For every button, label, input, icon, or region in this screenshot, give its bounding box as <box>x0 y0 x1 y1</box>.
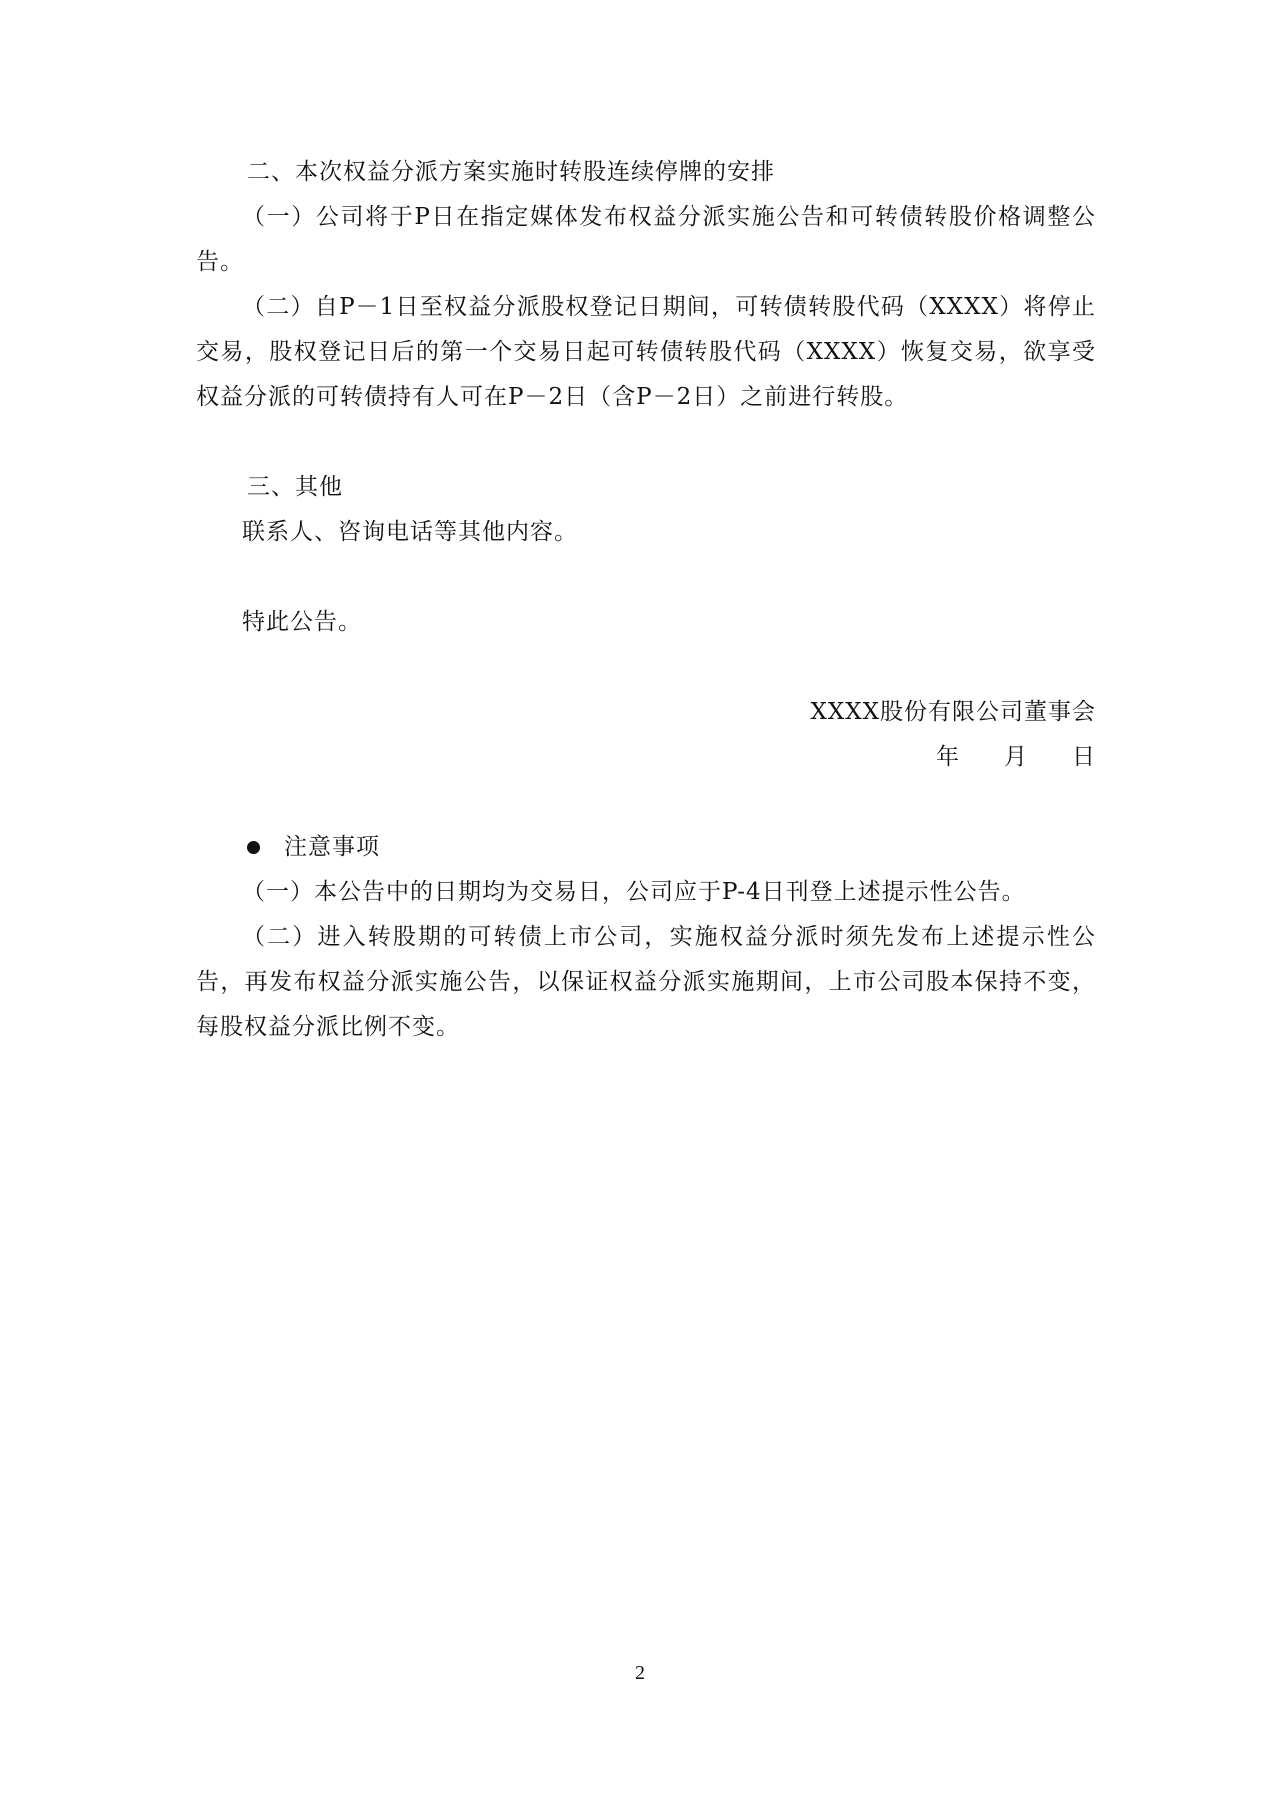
date-year-char: 年 <box>936 744 960 770</box>
notes-item1: （一）本公告中的日期均为交易日，公司应于P-4日刊登上述提示性公告。 <box>242 879 1026 905</box>
notes-item2: （二）进入转股期的可转债上市公司，实施权益分派时须先发布上述提示性公告，再发布权益分派实施公告，以保证权益分派实施期间，上市公司股本保持不变，每股权益分派比例不变。 <box>196 924 1096 1040</box>
section2-item1: （一）公司将于P日在指定媒体发布权益分派实施公告和可转债转股价格调整公告。 <box>196 204 1096 275</box>
section3-body: 联系人、咨询电话等其他内容。 <box>242 519 578 545</box>
page-number: 2 <box>635 1662 645 1684</box>
document-body <box>196 150 1096 1050</box>
bullet-icon <box>247 841 260 854</box>
signature-date <box>196 735 1096 780</box>
section2-heading: 二、本次权益分派方案实施时转股连续停牌的安排 <box>247 159 775 185</box>
date-month-char: 月 <box>1004 744 1028 770</box>
notes-heading-line <box>196 825 1096 870</box>
section3-heading: 三、其他 <box>247 474 343 500</box>
closing-text: 特此公告。 <box>242 609 362 635</box>
notes-heading: 注意事项 <box>284 834 380 860</box>
section2-item2: （二）自P－1日至权益分派股权登记日期间，可转债转股代码（XXXX）将停止交易，股权登记日后的第一个交易日起可转债转股代码（XXXX）恢复交易，欲享受权益分派的可转债持有人可在P－2日（含P－2日）之前进行转股。 <box>196 294 1096 410</box>
date-day-char: 日 <box>1072 744 1096 770</box>
signature-company: XXXX股份有限公司董事会 <box>810 699 1096 725</box>
